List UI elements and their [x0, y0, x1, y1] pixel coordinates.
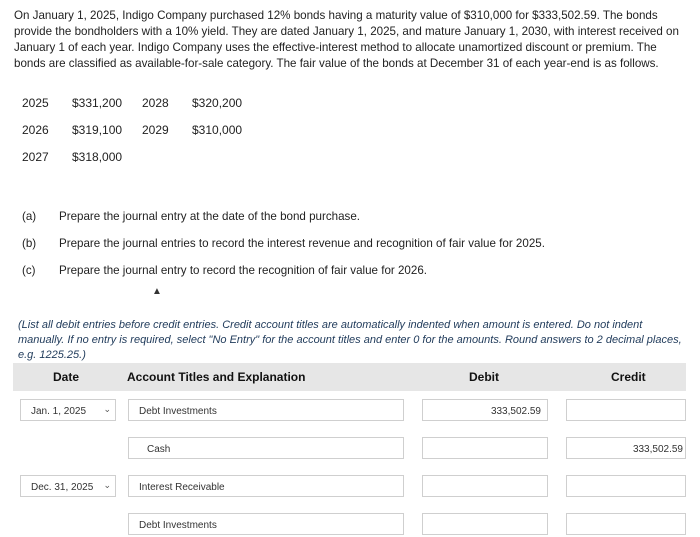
debit-amount-input[interactable] — [422, 399, 548, 421]
account-title-value: Interest Receivable — [139, 482, 225, 493]
requirement-text: Prepare the journal entries to record the interest revenue and recognition of fair value for 2025. — [59, 237, 545, 250]
instructions-note: (List all debit entries before credit entries. Credit account titles are automatically indented when amount is entered. Do not indent manually. If no entry is required, select "No Entry" for the account titles and enter 0 for the amounts. Round answers to 2 decimal places, e.g. 1225.25.) — [18, 319, 682, 361]
requirement-letter: (b) — [22, 237, 37, 250]
problem-statement: On January 1, 2025, Indigo Company purchased 12% bonds having a maturity value of $310,000 for $333,502.59. The bonds provide the bondholders with a 10% yield. They are dated January 1, 2025, and mature January 1, 2030, with interest received on January 1 of each year. Indigo Company uses the effective-interest method to allocate unamortized discount or premium. The bonds are classified as available-for-sale category. The fair value of the bonds at December 31 of each year-end is as follows. — [14, 9, 679, 70]
account-title-value: Debt Investments — [139, 520, 217, 531]
credit-amount-input[interactable] — [566, 399, 686, 421]
fair-value-amount: $318,000 — [72, 150, 123, 164]
fair-value-year: 2027 — [22, 150, 49, 164]
chevron-down-icon: ⌄ — [103, 480, 111, 490]
account-title-value: Debt Investments — [139, 406, 217, 417]
debit-amount-value: 333,502.59 — [490, 406, 541, 417]
account-title-input[interactable] — [128, 513, 404, 535]
fair-value-amount: $319,100 — [72, 123, 123, 137]
credit-amount-input[interactable] — [566, 513, 686, 535]
fair-value-year: 2029 — [142, 123, 169, 137]
fair-value-amount: $310,000 — [192, 123, 243, 137]
date-select[interactable] — [20, 475, 116, 497]
account-title-value: Cash — [147, 444, 171, 455]
credit-amount-input[interactable] — [566, 437, 686, 459]
mouse-cursor-icon: ▲ — [152, 286, 162, 297]
requirement-text: Prepare the journal entry to record the recognition of fair value for 2026. — [59, 264, 427, 277]
credit-amount-input[interactable] — [566, 475, 686, 497]
debit-amount-input[interactable] — [422, 513, 548, 535]
journal-table-header — [13, 363, 686, 391]
account-title-input[interactable] — [128, 437, 404, 459]
debit-amount-input[interactable] — [422, 475, 548, 497]
account-title-input[interactable] — [128, 475, 404, 497]
fair-value-amount: $331,200 — [72, 96, 123, 110]
fair-value-amount: $320,200 — [192, 96, 243, 110]
date-column-header: Date — [53, 370, 80, 384]
fair-value-year: 2028 — [142, 96, 169, 110]
debit-column-header: Debit — [469, 370, 499, 384]
credit-amount-value: 333,502.59 — [632, 444, 683, 455]
fair-value-year: 2025 — [22, 96, 49, 110]
date-value: Jan. 1, 2025 — [31, 406, 87, 417]
chevron-down-icon: ⌄ — [103, 404, 111, 414]
account-column-header: Account Titles and Explanation — [127, 370, 306, 384]
debit-amount-input[interactable] — [422, 437, 548, 459]
requirement-letter: (a) — [22, 210, 37, 223]
date-value: Dec. 31, 2025 — [31, 482, 94, 493]
date-select[interactable] — [20, 399, 116, 421]
account-title-input[interactable] — [128, 399, 404, 421]
fair-value-year: 2026 — [22, 123, 49, 137]
requirement-letter: (c) — [22, 264, 36, 277]
requirement-text: Prepare the journal entry at the date of the bond purchase. — [59, 210, 360, 223]
credit-column-header: Credit — [611, 370, 646, 384]
